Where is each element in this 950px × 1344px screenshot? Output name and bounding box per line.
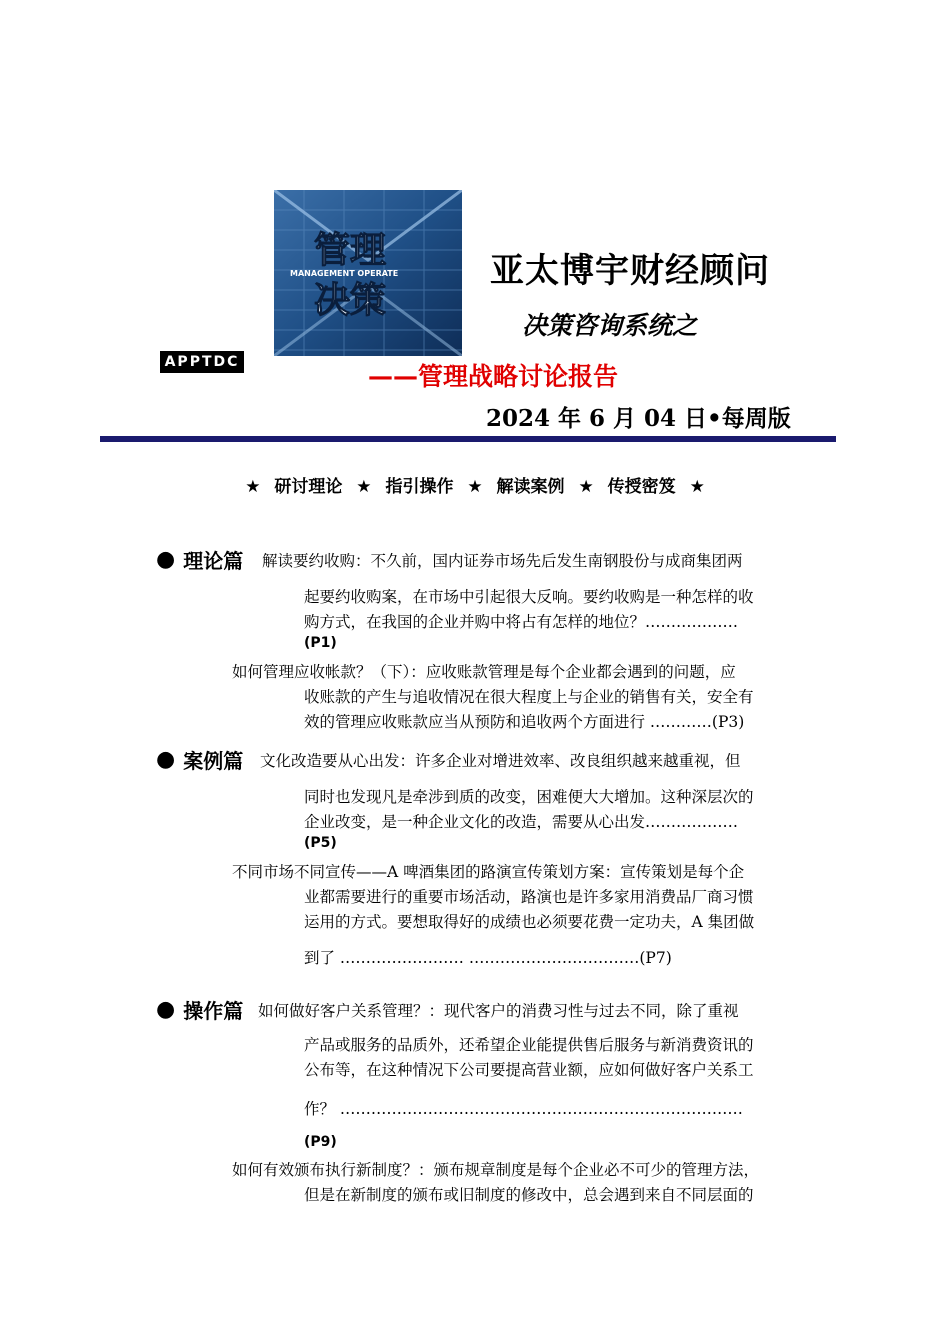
report-subtitle: 决策咨询系统之 bbox=[522, 311, 698, 340]
header-divider bbox=[100, 436, 836, 442]
page-reference: (P1) bbox=[304, 635, 337, 651]
section-line: 效的管理应收账款应当从预防和追收两个方面进行 …………(P3) bbox=[304, 713, 745, 731]
section-line: 如何管理应收帐款？（下）：应收账款管理是每个企业都会遇到的问题，应 bbox=[232, 663, 736, 681]
section-line: 收账款的产生与追收情况在很大程度上与企业的销售有关，安全有 bbox=[304, 688, 754, 706]
section-line: 同时也发现凡是牵涉到质的改变，困难便大大增加。这种深层次的 bbox=[304, 788, 754, 806]
logo-text-bottom: 决策 bbox=[314, 279, 387, 321]
section-line: 解读要约收购：不久前，国内证券市场先后发生南钢股份与成商集团两 bbox=[262, 552, 743, 570]
section-theory-heading bbox=[156, 545, 243, 574]
star-icon: ★ bbox=[578, 477, 594, 497]
tagline-item: 研讨理论 bbox=[274, 477, 343, 497]
company-name: 亚太博宇财经顾问 bbox=[490, 251, 770, 291]
page-reference: (P9) bbox=[304, 1134, 337, 1150]
bullet-icon: ● bbox=[156, 996, 176, 1022]
section-title: 操作篇 bbox=[183, 999, 244, 1023]
bullet-icon: ● bbox=[156, 746, 176, 772]
section-line: 不同市场不同宣传——A 啤酒集团的路演宣传策划方案：宣传策划是每个企 bbox=[232, 863, 745, 881]
section-line: 产品或服务的品质外，还希望企业能提供售后服务与新消费资讯的 bbox=[304, 1036, 754, 1054]
logo-subtext: MANAGEMENT OPERATE bbox=[290, 269, 399, 278]
bullet-icon: ● bbox=[156, 546, 176, 572]
section-title: 理论篇 bbox=[183, 549, 244, 573]
star-icon: ★ bbox=[245, 477, 261, 497]
page-reference: (P5) bbox=[304, 835, 337, 851]
star-icon: ★ bbox=[356, 477, 372, 497]
section-line: 如何有效颁布执行新制度？：颁布规章制度是每个企业必不可少的管理方法， bbox=[232, 1161, 760, 1179]
section-line: 如何做好客户关系管理？：现代客户的消费习性与过去不同，除了重视 bbox=[258, 1002, 739, 1020]
tagline-item: 指引操作 bbox=[385, 477, 454, 497]
section-line: 企业改变，是一种企业文化的改造，需要从心出发……………… bbox=[304, 813, 739, 831]
tagline-item: 解读案例 bbox=[496, 477, 565, 497]
section-line: 文化改造要从心出发：许多企业对增进效率、改良组织越来越重视，但 bbox=[260, 752, 741, 770]
tagline-item: 传授密笈 bbox=[607, 477, 676, 497]
section-line: 购方式，在我国的企业并购中将占有怎样的地位？……………… bbox=[304, 613, 739, 631]
report-date: 2024 年 6 月 04 日•每周版 bbox=[486, 405, 791, 432]
section-case-heading bbox=[156, 745, 243, 774]
star-icon: ★ bbox=[467, 477, 483, 497]
section-title: 案例篇 bbox=[183, 749, 244, 773]
section-line: 公布等，在这种情况下公司要提高营业额，应如何做好客户关系工 bbox=[304, 1061, 754, 1079]
section-line: 起要约收购案，在市场中引起很大反响。要约收购是一种怎样的收 bbox=[304, 588, 754, 606]
badge-apptdc: APPTDC bbox=[160, 351, 244, 373]
section-operation-heading bbox=[156, 995, 243, 1024]
logo-text-top: 管理 bbox=[314, 229, 387, 271]
section-line: 业都需要进行的重要市场活动，路演也是许多家用消费品厂商习惯 bbox=[304, 888, 754, 906]
report-title: ——管理战略讨论报告 bbox=[368, 362, 619, 391]
logo-image bbox=[274, 190, 462, 356]
section-line: 运用的方式。要想取得好的成绩也必须要花费一定功夫，A 集团做 bbox=[304, 913, 755, 931]
tagline bbox=[0, 472, 950, 497]
section-line: 但是在新制度的颁布或旧制度的修改中，总会遇到来自不同层面的 bbox=[304, 1186, 754, 1204]
section-line: 到了 …………………… ……………………………(P7) bbox=[304, 949, 672, 967]
section-line: 作？ …………………………………………………………………… bbox=[304, 1100, 743, 1118]
star-icon: ★ bbox=[689, 477, 705, 497]
